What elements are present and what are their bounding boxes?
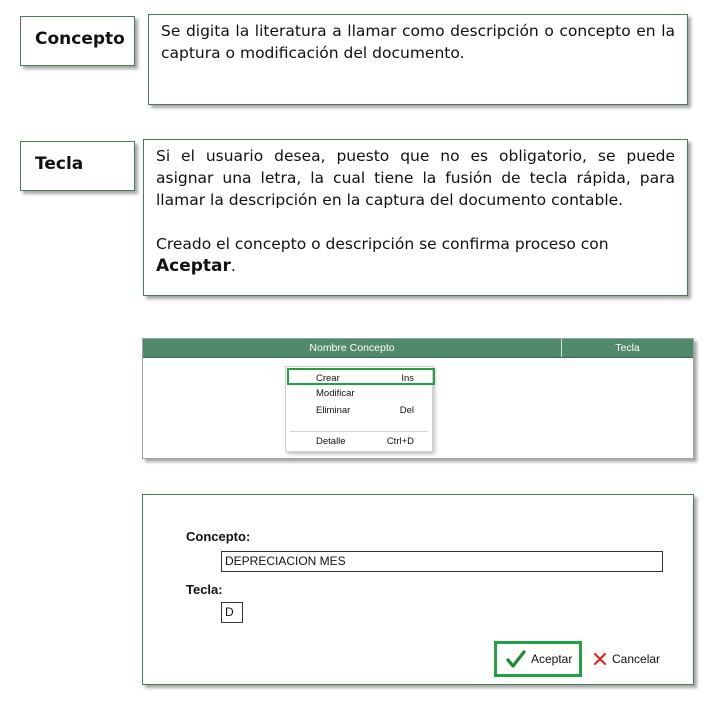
cancel-button[interactable] [593, 647, 660, 671]
tecla-label-box [20, 141, 135, 191]
tecla-description: Si el usuario desea, puesto que no es obligatorio, se puede asignar una letra, la cual tiene la fusión de tecla rápida, para llamar la descripción en la captura del documento contable. [156, 147, 675, 209]
tecla-confirm-prefix: Creado el concepto o descripción se confirma proceso con [156, 235, 609, 253]
menu-item-detalle[interactable] [286, 434, 432, 449]
column-header-nombre[interactable]: Nombre Concepto [309, 342, 395, 354]
cancel-label: Cancelar [612, 652, 661, 666]
concepto-input[interactable] [221, 551, 663, 572]
menu-item-eliminar[interactable] [286, 403, 432, 418]
tecla-description-box [143, 139, 688, 296]
tecla-confirm-text [156, 233, 675, 277]
concepto-input-value: DEPRECIACION MES [225, 554, 346, 568]
menu-item-shortcut: Ins [401, 373, 414, 384]
accept-label: Aceptar [531, 652, 573, 666]
concept-grid-panel [142, 338, 694, 459]
menu-item-label: Modificar [316, 388, 355, 399]
column-header-tecla[interactable]: Tecla [615, 342, 640, 354]
tecla-label: Tecla [35, 154, 84, 174]
crear-highlight [287, 368, 435, 385]
tecla-field-label: Tecla: [186, 582, 223, 597]
grid-header [143, 339, 693, 358]
tecla-confirm-suffix: . [230, 257, 236, 275]
tecla-confirm-strong: Aceptar [156, 256, 231, 276]
concept-dialog [142, 494, 694, 685]
menu-item-modificar[interactable] [286, 386, 432, 401]
tecla-input[interactable] [221, 602, 243, 623]
tecla-input-value: D [225, 605, 234, 619]
menu-item-label: Crear [316, 373, 340, 384]
concepto-description-box [148, 14, 688, 105]
menu-item-label: Detalle [316, 436, 346, 447]
menu-item-label: Eliminar [316, 405, 351, 416]
menu-separator [290, 431, 428, 432]
concepto-label-box [20, 16, 135, 66]
menu-item-shortcut: Ctrl+D [386, 436, 414, 447]
menu-item-shortcut: Del [399, 405, 414, 416]
close-icon [593, 652, 607, 666]
checkmark-icon [506, 650, 526, 668]
concepto-label: Concepto [35, 29, 125, 49]
concepto-description: Se digita la literatura a llamar como descripción o concepto en la captura o modificación del documento. [161, 22, 675, 62]
accept-button[interactable] [494, 641, 582, 677]
concepto-field-label: Concepto: [186, 529, 251, 544]
